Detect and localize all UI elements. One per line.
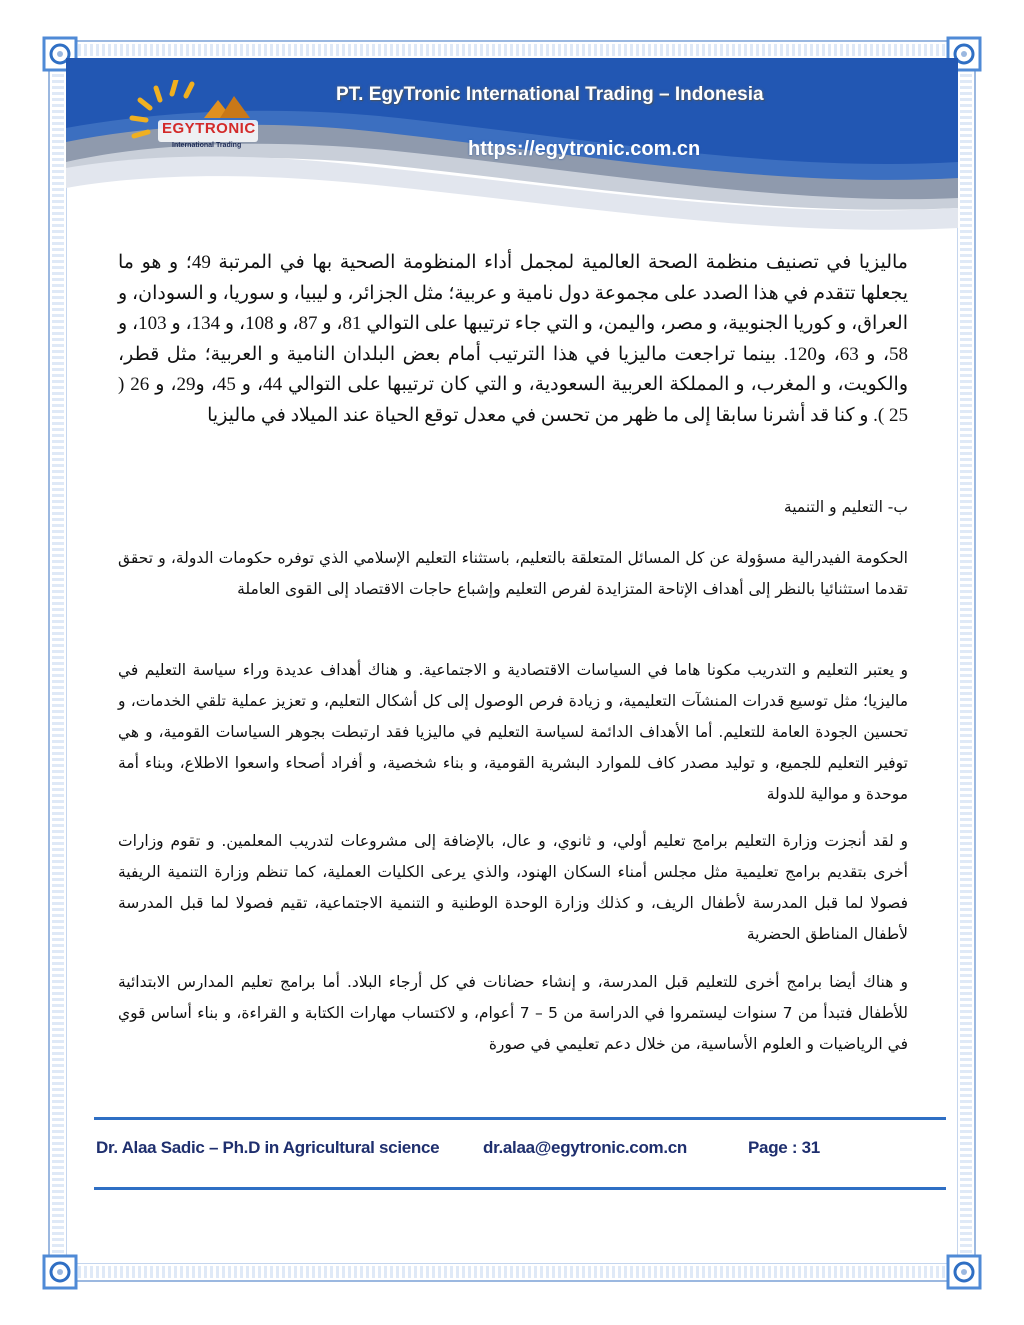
logo-wordmark: EGYTRONIC bbox=[162, 120, 256, 137]
paragraph-ministry-programs bbox=[118, 826, 908, 950]
company-url[interactable]: https://egytronic.com.cn bbox=[468, 138, 701, 160]
footer-rule-bottom bbox=[94, 1187, 946, 1190]
company-title: PT. EgyTronic International Trading – Indonesia bbox=[336, 84, 764, 105]
paragraph-3-text: و يعتبر التعليم و التدريب مكونا هاما في السياسات الاقتصادية و الاجتماعية. و هناك أهداف عديدة وراء سياسة التعليم في ماليزيا؛ مثل توسيع قدرات المنشآت التعليمية، و زيادة فرص الوصول إلى كل أشكال التعليم، و تعزيز عملية تلقي الخدمات، و تحسين الجودة العامة للتعليم. أما الأهداف الدائمة لسياسة التعليم في ماليزيا فقد ارتبطت بجوهر السياسات القومية، و هي توفير التعليم للجميع، و توليد مصدر كاف للموارد البشرية القومية، و بناء شخصية، و أفراد أصحاء واسعوا الاطلاع، وبناء أمة موحدة و موالية للدولة bbox=[118, 661, 908, 803]
footer-author: Dr. Alaa Sadic – Ph.D in Agricultural science bbox=[96, 1138, 440, 1157]
paragraph-federal-education bbox=[118, 543, 908, 605]
footer-rule-top bbox=[94, 1117, 946, 1120]
footer-page-number: Page : 31 bbox=[748, 1138, 820, 1157]
paragraph-5-text: و هناك أيضا برامج أخرى للتعليم قبل المدرسة، و إنشاء حضانات في كل أرجاء البلاد. أما برامج تعليم المدارس الابتدائية للأطفال فتبدأ من 7 سنوات ليستمروا في الدراسة من 5 – 7 أعوام، و لاكتساب مهارات الكتابة و القراءة، و بناء أساس قوي في الرياضيات و العلوم الأساسية، من خلال دعم تعليمي في صورة bbox=[118, 973, 909, 1053]
corner-ornament-bottom-left bbox=[40, 1252, 80, 1292]
footer-email[interactable]: dr.alaa@egytronic.com.cn bbox=[483, 1138, 688, 1157]
paragraph-education-policy bbox=[118, 655, 908, 810]
paragraph-health-ranking bbox=[118, 248, 908, 431]
paragraph-2-text: الحكومة الفيدرالية مسؤولة عن كل المسائل المتعلقة بالتعليم، باستثناء التعليم الإسلامي الذي توفره حكومات الدولة، و تحقق تقدما استثنائيا بالنظر إلى أهداف الإتاحة المتزايدة لفرص التعليم وإشباع حاجات الاقتصاد إلى القوى العاملة bbox=[118, 549, 908, 598]
header-banner bbox=[66, 58, 958, 238]
paragraph-1-text: ماليزيا في تصنيف منظمة الصحة العالمية لمجمل أداء المنظومة الصحية بها في المرتبة 49؛ و هو ما يجعلها تتقدم في هذا الصدد على مجموعة دول نامية و عربية؛ مثل الجزائر، و ليبيا، و سوريا، و السودان، و العراق، و كوريا الجنوبية، و مصر، واليمن، و التي جاء ترتيبها على التوالي 81، و 87، و 108، و 134، و 103، و 58، و 63، و120. بينما تراجعت ماليزيا في هذا الترتيب أمام بعض البلدان النامية و العربية؛ مثل قطر، والكويت، و المغرب، و المملكة العربية السعودية، و التي كان ترتيبها على التوالي 44، و 45، و29، و 26 ( 25 ). و كنا قد أشرنا سابقا إلى ما ظهر من تحسن في معدل توقع الحياة عند الميلاد في ماليزيا bbox=[118, 252, 909, 426]
section-heading: ب- التعليم و التنمية bbox=[783, 498, 908, 516]
paragraph-preschool-programs bbox=[118, 967, 908, 1060]
logo-tagline: International Trading bbox=[172, 142, 242, 149]
corner-ornament-bottom-right bbox=[944, 1252, 984, 1292]
paragraph-4-text: و لقد أنجزت وزارة التعليم برامج تعليم أولي، و ثانوي، و عال، بالإضافة إلى مشروعات لتدريب المعلمين. و تقوم وزارات أخرى بتقديم برامج تعليمية مثل مجلس أمناء السكان الهنود، والذي يرعى الكليات العملية، كما تنظم وزارة التنمية الريفية فصولا لما قبل المدرسة لأطفال الريف، و كذلك وزارة الوحدة الوطنية و التنمية الاجتماعية، تقيم فصولا لما قبل المدرسة لأطفال المناطق الحضرية bbox=[118, 832, 908, 943]
